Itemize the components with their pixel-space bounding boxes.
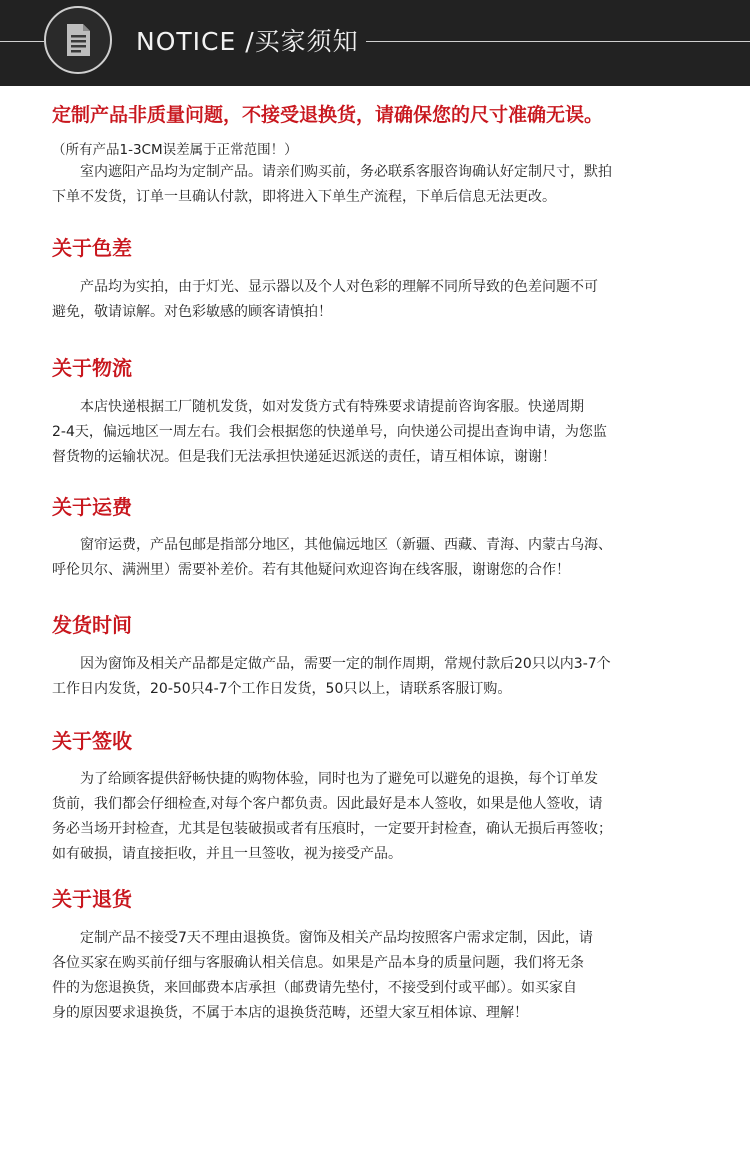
text-line: 产品均为实拍，由于灯光、显示器以及个人对色彩的理解不同所导致的色差问题不可 (80, 279, 598, 295)
section-body-color-difference (52, 275, 698, 325)
section-body-shipping-fee (52, 533, 698, 583)
notice-header (0, 0, 750, 86)
section-title-signing: 关于签收 (52, 729, 132, 753)
section-title-returns: 关于退货 (52, 887, 132, 911)
page-title: NOTICE /买家须知 (136, 27, 359, 56)
section-title-delivery-time: 发货时间 (52, 613, 132, 637)
text-line: 定制产品不接受7天不理由退换货。窗饰及相关产品均按照客户需求定制，因此，请 (80, 930, 593, 946)
document-icon (44, 6, 112, 74)
text-line: 货前，我们都会仔细检查,对每个客户都负责。因此最好是本人签收，如果是他人签收，请 (52, 796, 603, 812)
text-line: 避免，敬请谅解。对色彩敏感的顾客请慎拍！ (52, 304, 332, 320)
text-line: 务必当场开封检查，尤其是包装破损或者有压痕时，一定要开封检查，确认无损后再签收； (52, 821, 612, 837)
text-line: 件的为您退换货，来回邮费本店承担（邮费请先垫付，不接受到付或平邮）。如买家自 (52, 980, 577, 996)
section-body-delivery-time (52, 652, 698, 702)
text-line: 窗帘运费，产品包邮是指部分地区，其他偏远地区（新疆、西藏、青海、内蒙古乌海、 (80, 537, 612, 553)
text-line: 各位买家在购买前仔细与客服确认相关信息。如果是产品本身的质量问题，我们将无条 (52, 955, 584, 971)
text-line: 如有破损，请直接拒收，并且一旦签收，视为接受产品。 (52, 846, 402, 862)
header-divider-left (0, 41, 44, 42)
tolerance-note: （所有产品1-3CM误差属于正常范围！） (52, 142, 298, 158)
text-line: 下单不发货，订单一旦确认付款，即将进入下单生产流程，下单后信息无法更改。 (52, 189, 556, 205)
text-line: 呼伦贝尔、满洲里）需要补差价。若有其他疑问欢迎咨询在线客服，谢谢您的合作！ (52, 562, 570, 578)
section-body-signing (52, 767, 698, 867)
text-line: 身的原因要求退换货，不属于本店的退换货范畴，还望大家互相体谅、理解！ (52, 1005, 528, 1021)
text-line: 为了给顾客提供舒畅快捷的购物体验，同时也为了避免可以避免的退换，每个订单发 (80, 771, 598, 787)
custom-product-warning: 定制产品非质量问题，不接受退换货，请确保您的尺寸准确无误。 (52, 104, 604, 126)
intro-paragraph (52, 160, 698, 210)
section-title-logistics: 关于物流 (52, 356, 132, 380)
section-title-color-difference: 关于色差 (52, 236, 132, 260)
section-body-logistics (52, 395, 698, 470)
text-line: 工作日内发货，20-50只4-7个工作日发货，50只以上，请联系客服订购。 (52, 681, 512, 697)
text-line: 本店快递根据工厂随机发货，如对发货方式有特殊要求请提前咨询客服。快递周期 (80, 399, 584, 415)
section-title-shipping-fee: 关于运费 (52, 495, 132, 519)
header-divider-right (366, 41, 750, 42)
text-line: 因为窗饰及相关产品都是定做产品，需要一定的制作周期，常规付款后20只以内3-7个 (80, 656, 611, 672)
text-line: 督货物的运输状况。但是我们无法承担快递延迟派送的责任，请互相体谅，谢谢！ (52, 449, 556, 465)
text-line: 2-4天，偏远地区一周左右。我们会根据您的快递单号，向快递公司提出查询申请，为您监 (52, 424, 607, 440)
section-body-returns (52, 926, 698, 1026)
text-line: 室内遮阳产品均为定制产品。请亲们购买前，务必联系客服咨询确认好定制尺寸，默拍 (80, 164, 612, 180)
